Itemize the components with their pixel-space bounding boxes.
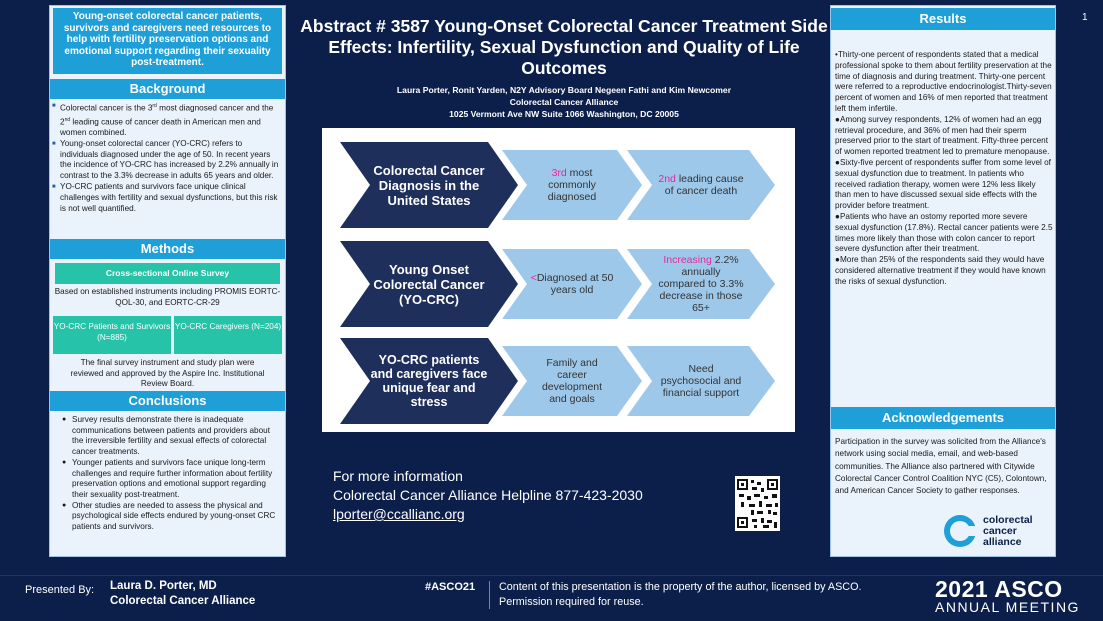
- presenter-name: Laura D. Porter, MD: [110, 580, 217, 592]
- result-item: ●Sixty-five percent of respondents suffer from some level of sexual dysfunction due to treatment. In patients who received radiation therapy, women were 12% less likely than men to have discussed sexual side effects with the provider before treatment.: [835, 157, 1051, 211]
- authors-block: [300, 84, 828, 120]
- methods-note: The final survey instrument and study plan were reviewed and approved by the Aspire Inc. Institutional Review Board.: [70, 358, 265, 389]
- presented-by-label: Presented By:: [25, 584, 95, 596]
- asco-meeting: ANNUAL MEETING: [935, 599, 1080, 615]
- background-heading: Background: [50, 79, 285, 99]
- list-item: ■ YO-CRC patients and survivors face unique clinical challenges with fertility and sexual dysfunctions, but this risk is not well quantified.: [52, 182, 282, 214]
- methods-instruments: Based on established instruments including PROMIS EORTC-QOL-30, and EORTC-CR-29: [54, 287, 281, 307]
- left-column: [49, 5, 286, 557]
- methods-survey-bar: Cross-sectional Online Survey: [55, 263, 280, 284]
- flow-row1-c1: 3rd most commonly diagnosed: [502, 150, 642, 220]
- methods-caregivers-cell: YO-CRC Caregivers (N=204): [174, 316, 282, 354]
- organization: Colorectal Cancer Alliance: [509, 97, 619, 107]
- qr-code-icon[interactable]: [735, 476, 780, 531]
- hashtag: #ASCO21: [425, 581, 476, 593]
- flow-row2-c1: <Diagnosed at 50 years old: [502, 249, 642, 319]
- flow-row1-head: Colorectal Cancer Diagnosis in the United States: [340, 142, 518, 228]
- list-item: ● Other studies are needed to assess the physical and psychological side effects endured by young-onset CRC patients and survivors.: [62, 501, 282, 533]
- alliance-logo: [941, 512, 1053, 554]
- page-number: 1: [1082, 12, 1088, 23]
- result-item: ●Patients who have an ostomy reported more severe sexual dysfunction (17.8%). Rectal cancer patients were 2.5 times more likely than those with colon cancer to report severe dysfunction after their treatment.: [835, 211, 1053, 254]
- email-link[interactable]: lporter@ccallianc.org: [333, 506, 465, 522]
- asco-year: 2021 ASCO: [935, 576, 1063, 602]
- logo-text: colorectal cancer alliance: [983, 514, 1033, 548]
- intro-box: Young-onset colorectal cancer patients, survivors and caregivers need resources to help with fertility preservation options and emotional support regarding their sexuality post-treatment.: [53, 8, 282, 74]
- background-list: [52, 101, 282, 214]
- result-item: •Thirty-one percent of respondents stated that a medical professional spoke to them about fertility preservation at the time of diagnosis and during treatment. Thirty-one percent were referred to a reproductive endocrinologist.Thirty-seven percent of women and 16% of men reported that treatment left them infertile.: [835, 50, 1052, 113]
- more-info: [333, 467, 713, 524]
- flow-row2-head: Young Onset Colorectal Cancer (YO-CRC): [340, 241, 518, 327]
- address: 1025 Vermont Ave NW Suite 1066 Washington, DC 20005: [449, 109, 679, 119]
- right-column: [830, 5, 1056, 557]
- results-heading: Results: [831, 8, 1055, 30]
- copyright-notice: Content of this presentation is the property of the author, licensed by ASCO. Permission required for reuse.: [499, 581, 862, 608]
- result-item: ●Among survey respondents, 12% of women had an egg retrieval procedure, and 36% of men had their sperm preserved prior to the start of treatment. Fifty-three percent of women reported treatment led to premature menopause.: [835, 114, 1050, 157]
- flow-row3-c2: Need psychosocial and financial support: [627, 346, 775, 416]
- conclusions-list: [62, 415, 282, 533]
- footer: [0, 575, 1103, 621]
- list-item: ■ Young-onset colorectal cancer (YO-CRC) refers to individuals diagnosed under the age of 50. In recent years the incidence of YO-CRC has increased by 2.2% annually in contrast to the 3.3% decrease in adults 65 years and older.: [52, 139, 282, 182]
- helpline: Colorectal Cancer Alliance Helpline 877-423-2030: [333, 487, 643, 503]
- flow-row3-c1: Family and career development and goals: [502, 346, 642, 416]
- asco-logo: [935, 576, 1080, 615]
- divider: [489, 581, 490, 609]
- presenter-org: Colorectal Cancer Alliance: [110, 595, 256, 607]
- acknowledgements-text: Participation in the survey was solicited from the Alliance's network using social media, email, and web-based communities. The Alliance also partnered with Citywide Colorectal Cancer Control Coalition NYC (C5), Colontown, and American Cancer Society to gather responses.: [835, 437, 1047, 496]
- more-info-label: For more information: [333, 468, 463, 484]
- methods-heading: Methods: [50, 239, 285, 259]
- poster-title: Abstract # 3587 Young-Onset Colorectal Cancer Treatment Side Effects: Infertility, Sexual Dysfunction and Quality of Life Outcomes: [300, 16, 828, 78]
- methods-patients-cell: YO-CRC Patients and Survivors (N=885): [53, 316, 171, 354]
- authors: Laura Porter, Ronit Yarden, N2Y Advisory Board Negeen Fathi and Kim Newcomer: [396, 85, 732, 95]
- list-item: ■ Colorectal cancer is the 3rd most diagnosed cancer and the 2nd leading cause of cancer death in American men and women combined.: [52, 101, 282, 139]
- list-item: ● Younger patients and survivors face unique long-term challenges and require further information about fertility preservation options and emotional support regarding their sexuality post-treatment.: [62, 458, 282, 501]
- flow-row2-c2: Increasing 2.2% annually compared to 3.3% decrease in those 65+: [627, 249, 775, 319]
- presenter: [110, 579, 255, 609]
- flow-row3-head: YO-CRC patients and caregivers face unique fear and stress: [340, 338, 518, 424]
- flow-diagram: [322, 128, 795, 432]
- results-text: [835, 50, 1053, 288]
- alliance-logo-icon: [943, 514, 977, 548]
- acknowledgements-heading: Acknowledgements: [831, 407, 1055, 429]
- list-item: ● Survey results demonstrate there is inadequate communications between patients and providers about the irreversible fertility and sexual effects of colorectal cancer treatments.: [62, 415, 282, 458]
- flow-row1-c2: 2nd leading cause of cancer death: [627, 150, 775, 220]
- conclusions-heading: Conclusions: [50, 391, 285, 411]
- result-item: ●More than 25% of the respondents said they would have considered alternative treatment if they would have known the risks of sexual dysfunction.: [835, 255, 1046, 286]
